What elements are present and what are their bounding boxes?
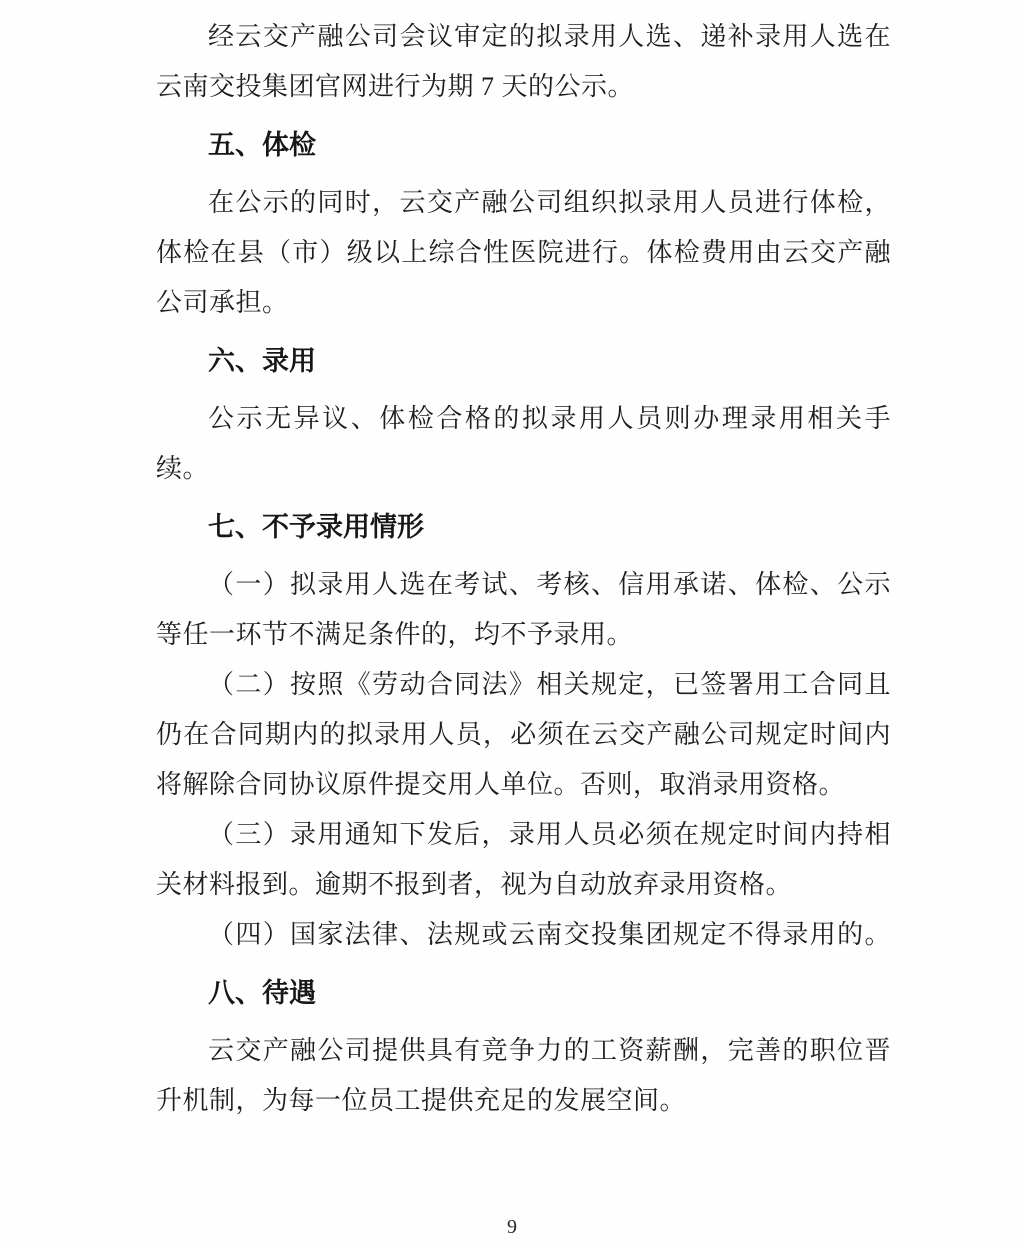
paragraph-line: 云南交投集团官网进行为期 7 天的公示。 [156, 72, 635, 101]
page-number: 9 [507, 1216, 517, 1238]
body-paragraph [156, 178, 891, 328]
body-paragraph [156, 12, 891, 112]
body-paragraph [156, 1026, 891, 1126]
paragraph-line: （四）国家法律、法规或云南交投集团规定不得录用的。 [208, 920, 891, 949]
section-heading-employment: 六、录用 [208, 346, 316, 376]
paragraph-line: 将解除合同协议原件提交用人单位。否则，取消录用资格。 [156, 770, 846, 799]
body-paragraph [156, 660, 891, 810]
section-heading-non-employment: 七、不予录用情形 [208, 512, 424, 542]
paragraph-line: 公示无异议、体检合格的拟录用人员则办理录用相关手 [208, 404, 891, 433]
paragraph-line: 仍在合同期内的拟录用人员，必须在云交产融公司规定时间内 [156, 720, 891, 749]
paragraph-line: （三）录用通知下发后，录用人员必须在规定时间内持相 [208, 820, 891, 849]
paragraph-line: （一）拟录用人选在考试、考核、信用承诺、体检、公示 [208, 570, 891, 599]
paragraph-line: 公司承担。 [156, 288, 289, 317]
body-paragraph [156, 560, 891, 660]
page-content [156, 12, 891, 1126]
body-paragraph [156, 810, 891, 910]
body-paragraph [156, 394, 891, 494]
paragraph-line: 关材料报到。逾期不报到者，视为自动放弃录用资格。 [156, 870, 793, 899]
paragraph-line: 升机制，为每一位员工提供充足的发展空间。 [156, 1086, 687, 1115]
paragraph-line: 体检在县（市）级以上综合性医院进行。体检费用由云交产融 [156, 238, 891, 267]
paragraph-line: 云交产融公司提供具有竞争力的工资薪酬，完善的职位晋 [208, 1036, 891, 1065]
paragraph-line: 续。 [156, 454, 210, 483]
section-heading-benefits: 八、待遇 [208, 978, 316, 1008]
paragraph-line: 经云交产融公司会议审定的拟录用人选、递补录用人选在 [208, 22, 891, 51]
section-heading-physical-exam: 五、体检 [208, 130, 316, 160]
body-paragraph [156, 910, 891, 960]
paragraph-line: （二）按照《劳动合同法》相关规定，已签署用工合同且 [208, 670, 891, 699]
paragraph-line: 等任一环节不满足条件的，均不予录用。 [156, 620, 634, 649]
paragraph-line: 在公示的同时，云交产融公司组织拟录用人员进行体检， [208, 188, 891, 217]
